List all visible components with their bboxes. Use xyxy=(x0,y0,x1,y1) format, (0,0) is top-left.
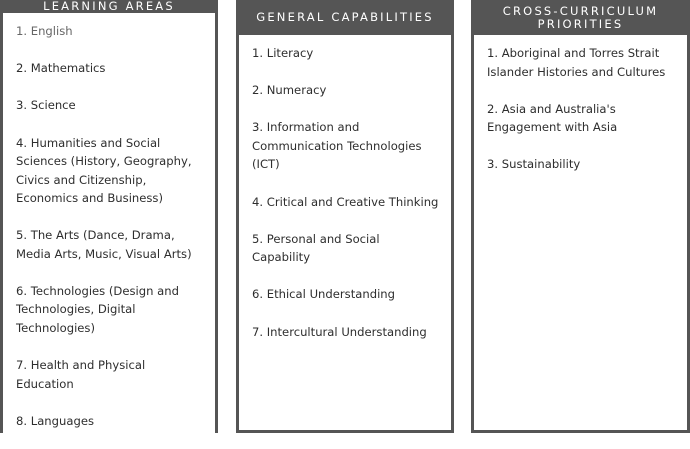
list-item: 5. Personal and Social Capability xyxy=(252,231,380,265)
list-item: 7. Health and Physical Education xyxy=(16,358,146,391)
list-item: 4. Humanities and Social Sciences (History, Geography, Civics and Citizenship, Economics and Business) xyxy=(16,135,192,206)
list-item: 6. Technologies (Design and Technologies, Digital Technologies) xyxy=(16,283,179,335)
cross-curriculum-priorities-list xyxy=(474,35,687,430)
list-item: 2. Mathematics xyxy=(16,61,106,76)
list-item: 6. Ethical Understanding xyxy=(252,287,395,302)
list-item: 1. English xyxy=(16,24,73,38)
learning-areas-list xyxy=(3,13,215,449)
list-item: 2. Asia and Australia's Engagement with Asia xyxy=(487,101,618,135)
general-capabilities-list xyxy=(239,35,451,430)
cross-curriculum-priorities-panel xyxy=(471,0,690,433)
list-item: 3. Information and Communication Technologies (ICT) xyxy=(252,120,422,172)
general-capabilities-header: GENERAL CAPABILITIES xyxy=(256,10,434,24)
list-item: 3. Science xyxy=(16,98,76,113)
list-item: 5. The Arts (Dance, Drama, Media Arts, Music, Visual Arts) xyxy=(16,228,192,261)
list-item: 7. Intercultural Understanding xyxy=(252,324,427,339)
list-item: 1. Literacy xyxy=(252,46,314,60)
list-item: 1. Aboriginal and Torres Strait Islander Histories and Cultures xyxy=(487,46,666,79)
cross-curriculum-priorities-header: CROSS-CURRICULUM PRIORITIES xyxy=(502,3,659,31)
list-item: 4. Critical and Creative Thinking xyxy=(252,194,439,209)
list-item: 2. Numeracy xyxy=(252,83,327,98)
list-item: 8. Languages xyxy=(16,413,95,428)
list-item: 3. Sustainability xyxy=(487,157,581,172)
learning-areas-header: LEARNING AREAS xyxy=(43,0,175,13)
general-capabilities-panel xyxy=(236,0,454,433)
learning-areas-panel xyxy=(0,0,218,433)
